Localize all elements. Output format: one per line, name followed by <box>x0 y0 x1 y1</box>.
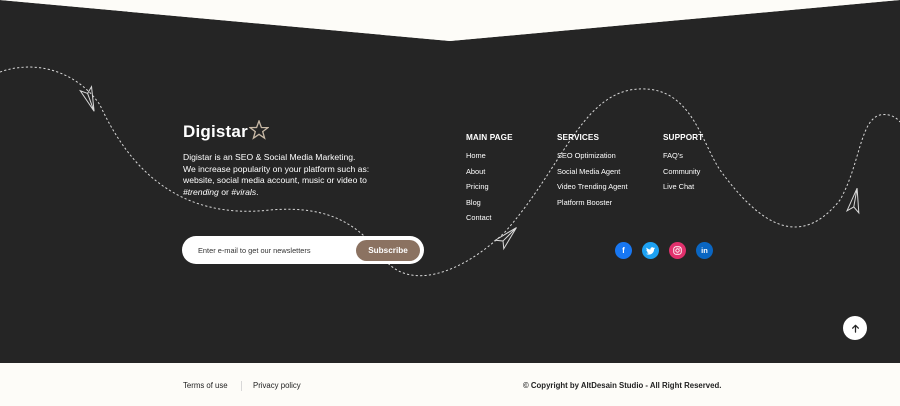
instagram-icon[interactable] <box>669 242 686 259</box>
or-word: or <box>221 186 229 197</box>
footer-link-social-media-agent[interactable] <box>557 167 628 183</box>
paper-plane-icon <box>847 187 863 213</box>
footer-link-home[interactable] <box>466 151 513 167</box>
footer-link-live-chat[interactable] <box>663 182 703 198</box>
arrow-up-icon <box>851 324 860 333</box>
newsletter-email-input[interactable] <box>182 236 356 264</box>
bottom-bar <box>0 363 900 406</box>
description-line: Digistar is an SEO & Social Media Marketing. <box>183 152 356 162</box>
link-text[interactable]: SEO Optimization <box>557 151 616 160</box>
subscribe-button[interactable]: Subscribe <box>356 240 420 261</box>
star-icon <box>249 120 269 140</box>
link-text[interactable]: Video Trending Agent <box>557 182 628 191</box>
brand-logo[interactable] <box>183 122 269 142</box>
footer-link-community[interactable] <box>663 167 703 183</box>
footer-link-about[interactable] <box>466 167 513 183</box>
terms-of-use-link[interactable]: Terms of use <box>183 381 228 390</box>
twitter-icon[interactable] <box>642 242 659 259</box>
link-text[interactable]: Platform Booster <box>557 197 613 207</box>
column-title: SUPPORT <box>663 133 704 142</box>
column-title: SERVICES <box>557 133 600 142</box>
linkedin-icon[interactable]: in <box>696 242 713 259</box>
footer-column-services <box>557 133 628 213</box>
footer-link-seo-optimization[interactable] <box>557 151 628 167</box>
footer-column-main-page <box>466 133 513 229</box>
column-title: MAIN PAGE <box>466 133 513 142</box>
brand-description <box>183 152 383 198</box>
link-text[interactable]: Blog <box>466 197 481 207</box>
link-text[interactable]: Live Chat <box>663 182 695 191</box>
scroll-to-top-button[interactable] <box>843 316 867 340</box>
link-text[interactable]: Pricing <box>466 182 489 191</box>
link-text[interactable]: About <box>466 166 486 176</box>
newsletter-form <box>182 236 424 264</box>
hashtag-virals: #virals <box>231 186 257 197</box>
footer-link-platform-booster[interactable] <box>557 198 628 214</box>
social-links <box>615 242 713 259</box>
footer-column-support <box>663 133 703 198</box>
link-text[interactable]: FAQ's <box>663 151 683 160</box>
facebook-icon[interactable]: f <box>615 242 632 259</box>
link-text[interactable]: Contact <box>466 213 492 222</box>
link-text[interactable]: Social Media Agent <box>557 166 621 176</box>
period: . <box>256 186 259 197</box>
footer-link-video-trending-agent[interactable] <box>557 182 628 198</box>
brand-name: Digistar <box>183 122 248 141</box>
footer-link-pricing[interactable] <box>466 182 513 198</box>
footer-link-faqs[interactable] <box>663 151 703 167</box>
footer-link-blog[interactable] <box>466 198 513 214</box>
privacy-policy-link[interactable]: Privacy policy <box>253 381 301 390</box>
divider <box>241 381 242 391</box>
description-line: We increase popularity on your platform such as: website, social media account, music or video to <box>183 163 370 186</box>
footer-link-contact[interactable] <box>466 213 513 229</box>
copyright-text: © Copyright by AltDesain Studio - All Right Reserved. <box>523 381 722 390</box>
link-text[interactable]: Home <box>466 151 486 160</box>
link-text[interactable]: Community <box>663 166 701 176</box>
hashtag-trending: #trending <box>183 186 219 197</box>
